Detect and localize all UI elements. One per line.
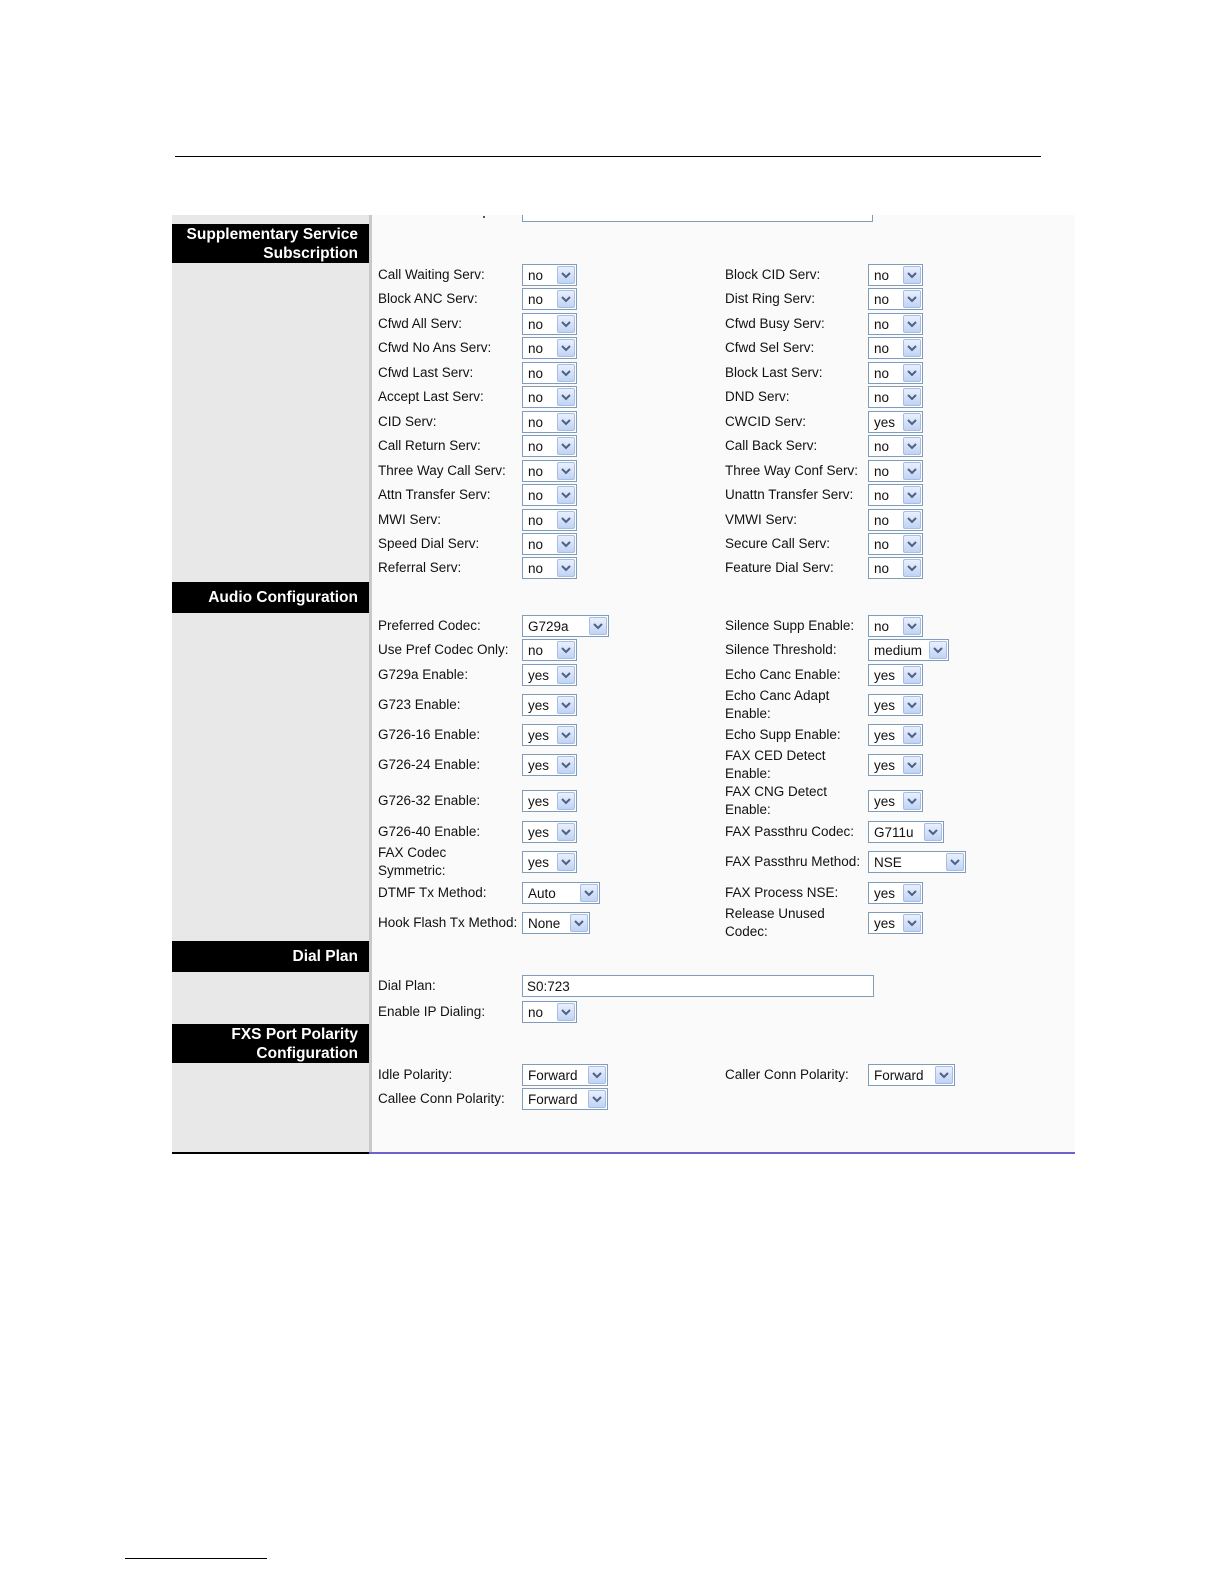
preferred-codec-select[interactable] — [522, 615, 609, 637]
block-cid-serv-select[interactable] — [868, 264, 923, 286]
dist-ring-serv-select[interactable] — [868, 288, 923, 310]
secure-call-serv-select[interactable] — [868, 533, 923, 555]
mwi-serv-select[interactable] — [522, 509, 577, 531]
three-way-conf-serv-select[interactable] — [868, 460, 923, 482]
select-value: Forward — [528, 1068, 578, 1083]
chevron-down-icon[interactable] — [903, 364, 921, 382]
feature-dial-serv-select[interactable] — [868, 557, 923, 579]
idle-polarity-select[interactable] — [522, 1064, 608, 1086]
chevron-down-icon[interactable] — [557, 462, 575, 480]
select-value: no — [528, 537, 544, 552]
section-header-dial-plan — [172, 941, 369, 972]
section-header-line: FXS Port Polarity — [231, 1025, 358, 1043]
select-value: yes — [528, 698, 550, 713]
call-return-serv-select[interactable] — [522, 435, 577, 457]
chevron-down-icon[interactable] — [946, 853, 964, 871]
fax-passthru-method-label: FAX Passthru Method: — [725, 854, 861, 869]
select-value: no — [528, 488, 544, 503]
chevron-down-icon[interactable] — [903, 388, 921, 406]
silence-supp-enable-select[interactable] — [868, 615, 923, 637]
footnote-rule — [125, 1558, 267, 1559]
select-value: yes — [874, 886, 896, 901]
select-value: no — [528, 415, 544, 430]
chevron-down-icon[interactable] — [557, 364, 575, 382]
use-pref-codec-only-select[interactable] — [522, 639, 577, 661]
hook-flash-tx-method-label: Hook Flash Tx Method: — [378, 915, 518, 930]
select-value: no — [874, 619, 890, 634]
chevron-down-icon[interactable] — [557, 1003, 575, 1021]
chevron-down-icon[interactable] — [588, 1066, 606, 1084]
cid-serv-label: CID Serv: — [378, 414, 437, 429]
fax-ced-detect-enable-select[interactable] — [868, 754, 923, 776]
cropped-label-fragment — [483, 216, 485, 218]
fax-passthru-codec-label: FAX Passthru Codec: — [725, 824, 855, 839]
g726-40-enable-label: G726-40 Enable: — [378, 824, 481, 839]
chevron-down-icon[interactable] — [557, 511, 575, 529]
callee-conn-polarity-label: Callee Conn Polarity: — [378, 1091, 505, 1106]
speed-dial-serv-label: Speed Dial Serv: — [378, 536, 480, 551]
fax-passthru-codec-select[interactable] — [868, 821, 944, 843]
chevron-down-icon[interactable] — [557, 437, 575, 455]
cfwd-all-serv-label: Cfwd All Serv: — [378, 316, 463, 331]
chevron-down-icon[interactable] — [903, 535, 921, 553]
unattn-transfer-serv-label: Unattn Transfer Serv: — [725, 487, 854, 502]
select-value: no — [528, 390, 544, 405]
referral-serv-label: Referral Serv: — [378, 560, 462, 575]
silence-threshold-label: Silence Threshold: — [725, 642, 837, 657]
speed-dial-serv-select[interactable] — [522, 533, 577, 555]
g726-32-enable-label: G726-32 Enable: — [378, 793, 481, 808]
cfwd-busy-serv-select[interactable] — [868, 313, 923, 335]
chevron-down-icon[interactable] — [557, 696, 575, 714]
enable-ip-dialing-label: Enable IP Dialing: — [378, 1004, 486, 1019]
g726-16-enable-label: G726-16 Enable: — [378, 727, 481, 742]
select-value: no — [874, 513, 890, 528]
chevron-down-icon[interactable] — [557, 535, 575, 553]
g729a-enable-label: G729a Enable: — [378, 667, 469, 682]
select-value: yes — [874, 668, 896, 683]
chevron-down-icon[interactable] — [903, 339, 921, 357]
echo-canc-adapt-enable-label: Echo Canc Adapt Enable: — [725, 688, 830, 721]
three-way-call-serv-label: Three Way Call Serv: — [378, 463, 506, 478]
block-cid-serv-label: Block CID Serv: — [725, 267, 821, 282]
cid-serv-select[interactable] — [522, 411, 577, 433]
bottom-rule-accent — [369, 1152, 1075, 1154]
dnd-serv-select[interactable] — [868, 386, 923, 408]
echo-supp-enable-label: Echo Supp Enable: — [725, 727, 841, 742]
select-value: no — [528, 464, 544, 479]
g729a-enable-select[interactable] — [522, 664, 577, 686]
select-value: Forward — [874, 1068, 924, 1083]
accept-last-serv-label: Accept Last Serv: — [378, 389, 484, 404]
chevron-down-icon[interactable] — [903, 290, 921, 308]
select-value: yes — [528, 794, 550, 809]
cfwd-last-serv-select[interactable] — [522, 362, 577, 384]
dist-ring-serv-label: Dist Ring Serv: — [725, 291, 816, 306]
chevron-down-icon[interactable] — [903, 617, 921, 635]
select-value: no — [874, 464, 890, 479]
chevron-down-icon[interactable] — [557, 486, 575, 504]
fax-process-nse-select[interactable] — [868, 882, 923, 904]
g723-enable-select[interactable] — [522, 694, 577, 716]
callee-conn-polarity-select[interactable] — [522, 1088, 608, 1110]
chevron-down-icon[interactable] — [557, 853, 575, 871]
select-value: yes — [528, 728, 550, 743]
fax-cng-detect-enable-label: FAX CNG Detect Enable: — [725, 784, 828, 817]
select-value: no — [874, 488, 890, 503]
select-value: no — [528, 439, 544, 454]
chevron-down-icon[interactable] — [929, 641, 947, 659]
release-unused-codec-label: Release Unused Codec: — [725, 906, 825, 939]
echo-canc-enable-label: Echo Canc Enable: — [725, 667, 841, 682]
chevron-down-icon[interactable] — [903, 486, 921, 504]
fax-cng-detect-enable-select[interactable] — [868, 790, 923, 812]
chevron-down-icon[interactable] — [903, 884, 921, 902]
select-value: no — [874, 317, 890, 332]
vmwi-serv-select[interactable] — [868, 509, 923, 531]
chevron-down-icon[interactable] — [588, 1090, 606, 1108]
chevron-down-icon[interactable] — [903, 437, 921, 455]
cfwd-sel-serv-label: Cfwd Sel Serv: — [725, 340, 815, 355]
select-value: G711u — [874, 825, 914, 840]
enable-ip-dialing-select[interactable] — [522, 1001, 577, 1023]
cfwd-no-ans-serv-label: Cfwd No Ans Serv: — [378, 340, 492, 355]
cfwd-last-serv-label: Cfwd Last Serv: — [378, 365, 474, 380]
top-rule — [175, 156, 1041, 157]
chevron-down-icon[interactable] — [924, 823, 942, 841]
dnd-serv-label: DND Serv: — [725, 389, 790, 404]
g726-16-enable-select[interactable] — [522, 724, 577, 746]
call-waiting-serv-label: Call Waiting Serv: — [378, 267, 485, 282]
call-return-serv-label: Call Return Serv: — [378, 438, 481, 453]
select-value: yes — [874, 794, 896, 809]
chevron-down-icon[interactable] — [557, 413, 575, 431]
hook-flash-tx-method-select[interactable] — [522, 912, 590, 934]
select-value: yes — [874, 728, 896, 743]
g723-enable-label: G723 Enable: — [378, 697, 461, 712]
select-value: no — [874, 561, 890, 576]
dial-plan-input[interactable] — [522, 975, 874, 997]
dtmf-tx-method-select[interactable] — [522, 882, 600, 904]
fax-passthru-method-select[interactable] — [868, 851, 966, 873]
select-value: yes — [528, 855, 550, 870]
fax-process-nse-label: FAX Process NSE: — [725, 885, 839, 900]
chevron-down-icon[interactable] — [557, 823, 575, 841]
chevron-down-icon[interactable] — [557, 726, 575, 744]
silence-supp-enable-label: Silence Supp Enable: — [725, 618, 855, 633]
unattn-transfer-serv-select[interactable] — [868, 484, 923, 506]
caller-conn-polarity-select[interactable] — [868, 1064, 955, 1086]
chevron-down-icon[interactable] — [557, 756, 575, 774]
chevron-down-icon[interactable] — [557, 792, 575, 810]
select-value: no — [528, 643, 544, 658]
select-value: G729a — [528, 619, 569, 634]
fax-codec-symmetric-select[interactable] — [522, 851, 577, 873]
select-value: no — [528, 1005, 544, 1020]
select-value: yes — [528, 825, 550, 840]
call-back-serv-select[interactable] — [868, 435, 923, 457]
block-anc-serv-label: Block ANC Serv: — [378, 291, 478, 306]
chevron-down-icon[interactable] — [903, 756, 921, 774]
g726-32-enable-select[interactable] — [522, 790, 577, 812]
chevron-down-icon[interactable] — [557, 339, 575, 357]
select-value: medium — [874, 643, 923, 658]
select-value: Forward — [528, 1092, 578, 1107]
fax-codec-symmetric-label: FAX Codec Symmetric: — [378, 845, 447, 878]
vmwi-serv-label: VMWI Serv: — [725, 512, 798, 527]
cropped-text-field[interactable] — [522, 215, 873, 222]
select-value: no — [528, 292, 544, 307]
select-value: no — [874, 268, 890, 283]
chevron-down-icon[interactable] — [903, 914, 921, 932]
preferred-codec-label: Preferred Codec: — [378, 618, 481, 633]
select-value: no — [528, 366, 544, 381]
three-way-call-serv-select[interactable] — [522, 460, 577, 482]
select-value: no — [528, 561, 544, 576]
section-header-line: Subscription — [263, 244, 358, 262]
select-value: no — [528, 513, 544, 528]
select-value: yes — [528, 668, 550, 683]
chevron-down-icon[interactable] — [557, 666, 575, 684]
idle-polarity-label: Idle Polarity: — [378, 1067, 453, 1082]
chevron-down-icon[interactable] — [903, 559, 921, 577]
select-value: no — [874, 366, 890, 381]
echo-canc-enable-select[interactable] — [868, 664, 923, 686]
select-value: no — [874, 537, 890, 552]
cfwd-all-serv-select[interactable] — [522, 313, 577, 335]
select-value: no — [528, 341, 544, 356]
block-last-serv-select[interactable] — [868, 362, 923, 384]
secure-call-serv-label: Secure Call Serv: — [725, 536, 831, 551]
chevron-down-icon[interactable] — [903, 462, 921, 480]
settings-panel — [172, 215, 1075, 1155]
dial-plan-label: Dial Plan: — [378, 978, 436, 993]
echo-supp-enable-select[interactable] — [868, 724, 923, 746]
cfwd-sel-serv-select[interactable] — [868, 337, 923, 359]
select-value: no — [874, 439, 890, 454]
select-value: no — [528, 268, 544, 283]
fax-ced-detect-enable-label: FAX CED Detect Enable: — [725, 748, 826, 781]
caller-conn-polarity-label: Caller Conn Polarity: — [725, 1067, 849, 1082]
block-last-serv-label: Block Last Serv: — [725, 365, 823, 380]
chevron-down-icon[interactable] — [580, 884, 598, 902]
cwcid-serv-label: CWCID Serv: — [725, 414, 806, 429]
select-value: None — [528, 916, 561, 931]
chevron-down-icon[interactable] — [903, 666, 921, 684]
g726-40-enable-select[interactable] — [522, 821, 577, 843]
accept-last-serv-select[interactable] — [522, 386, 577, 408]
g726-24-enable-label: G726-24 Enable: — [378, 757, 481, 772]
chevron-down-icon[interactable] — [903, 413, 921, 431]
select-value: NSE — [874, 855, 902, 870]
chevron-down-icon[interactable] — [557, 559, 575, 577]
call-waiting-serv-select[interactable] — [522, 264, 577, 286]
select-value: yes — [874, 916, 896, 931]
select-value: no — [528, 317, 544, 332]
feature-dial-serv-label: Feature Dial Serv: — [725, 560, 834, 575]
chevron-down-icon[interactable] — [557, 641, 575, 659]
select-value: yes — [874, 698, 896, 713]
section-header-line: Supplementary Service — [186, 225, 358, 243]
chevron-down-icon[interactable] — [557, 290, 575, 308]
cfwd-busy-serv-label: Cfwd Busy Serv: — [725, 316, 825, 331]
chevron-down-icon[interactable] — [903, 726, 921, 744]
select-value: no — [874, 292, 890, 307]
g726-24-enable-select[interactable] — [522, 754, 577, 776]
block-anc-serv-select[interactable] — [522, 288, 577, 310]
silence-threshold-select[interactable] — [868, 639, 949, 661]
echo-canc-adapt-enable-select[interactable] — [868, 694, 923, 716]
use-pref-codec-only-label: Use Pref Codec Only: — [378, 642, 509, 657]
select-value: yes — [528, 758, 550, 773]
dial-plan-value: S0:723 — [527, 979, 570, 994]
sidebar — [172, 215, 369, 1152]
section-header-line: Configuration — [256, 1044, 358, 1062]
chevron-down-icon[interactable] — [589, 617, 607, 635]
chevron-down-icon[interactable] — [903, 792, 921, 810]
chevron-down-icon[interactable] — [903, 266, 921, 284]
attn-transfer-serv-select[interactable] — [522, 484, 577, 506]
section-header-fxs-port-polarity-configuration — [172, 1024, 369, 1063]
chevron-down-icon[interactable] — [570, 914, 588, 932]
cwcid-serv-select[interactable] — [868, 411, 923, 433]
chevron-down-icon[interactable] — [557, 388, 575, 406]
three-way-conf-serv-label: Three Way Conf Serv: — [725, 463, 859, 478]
chevron-down-icon[interactable] — [903, 315, 921, 333]
select-value: no — [874, 390, 890, 405]
chevron-down-icon[interactable] — [903, 696, 921, 714]
attn-transfer-serv-label: Attn Transfer Serv: — [378, 487, 491, 502]
cfwd-no-ans-serv-select[interactable] — [522, 337, 577, 359]
select-value: yes — [874, 415, 896, 430]
section-header-audio-configuration — [172, 582, 369, 613]
dtmf-tx-method-label: DTMF Tx Method: — [378, 885, 487, 900]
chevron-down-icon[interactable] — [557, 315, 575, 333]
section-header-line: Audio Configuration — [208, 589, 358, 606]
select-value: no — [874, 341, 890, 356]
select-value: Auto — [528, 886, 556, 901]
call-back-serv-label: Call Back Serv: — [725, 438, 818, 453]
chevron-down-icon[interactable] — [557, 266, 575, 284]
section-header-line: Dial Plan — [292, 948, 358, 965]
referral-serv-select[interactable] — [522, 557, 577, 579]
select-value: yes — [874, 758, 896, 773]
chevron-down-icon[interactable] — [903, 511, 921, 529]
release-unused-codec-select[interactable] — [868, 912, 923, 934]
section-header-supplementary-service-subscription — [172, 224, 369, 263]
mwi-serv-label: MWI Serv: — [378, 512, 441, 527]
chevron-down-icon[interactable] — [935, 1066, 953, 1084]
